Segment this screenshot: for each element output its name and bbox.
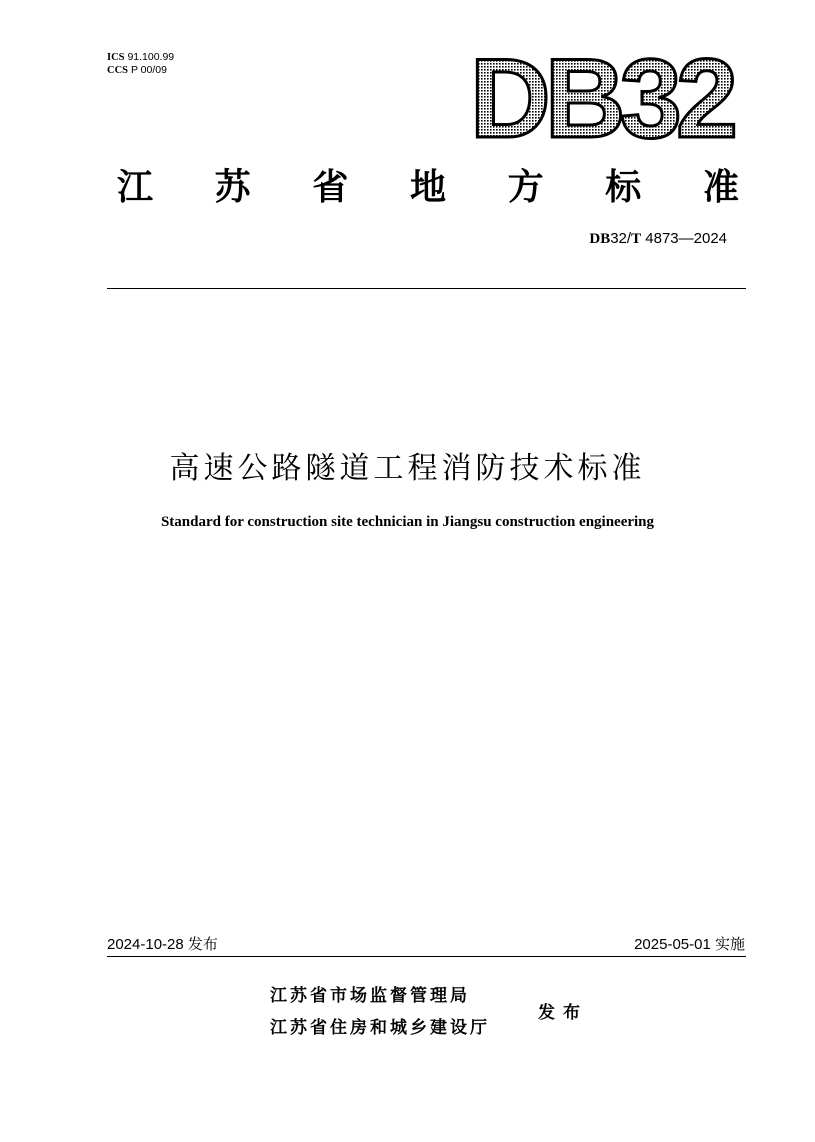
standard-type-char: 苏 [214,166,251,208]
standard-type-char: 江 [117,166,154,208]
standard-number-prefix: DB [589,231,611,247]
document-title-chinese: 高速公路隧道工程消防技术标准 [169,451,646,486]
ccs-line [107,64,174,77]
logo-text: DB32 [469,45,733,155]
standard-type-char: 省 [312,166,349,208]
standard-type-char: 标 [605,166,642,208]
implementation-date: 2025-05-01 实施 [634,936,745,953]
ics-label: ICS [107,52,125,63]
standard-type-title [117,160,739,208]
ics-code: 91.100.99 [127,51,175,63]
db32-logo [466,45,736,155]
issue-date: 2024-10-28 发布 [107,936,218,953]
bottom-divider [107,956,746,957]
ics-line [107,51,174,64]
publish-label: 发布 [538,1003,588,1023]
standard-type-char: 地 [409,166,446,208]
standard-type-char: 准 [702,166,739,208]
top-divider [107,288,746,289]
document-title-english: Standard for construction site technician in Jiangsu construction engineering [160,514,655,530]
issuing-org-market-regulation: 江苏省市场监督管理局 [270,986,470,1006]
standard-number-t: T [631,231,642,247]
standard-number-mid: 32/ [610,230,632,247]
standard-number-rest: 4873—2024 [641,230,727,247]
issuing-org-housing-construction: 江苏省住房和城乡建设厅 [270,1018,490,1038]
ccs-code: P 00/09 [130,64,167,76]
standard-number [589,230,727,248]
classification-codes [107,51,174,77]
standard-type-char: 方 [507,166,544,208]
ccs-label: CCS [107,65,129,76]
